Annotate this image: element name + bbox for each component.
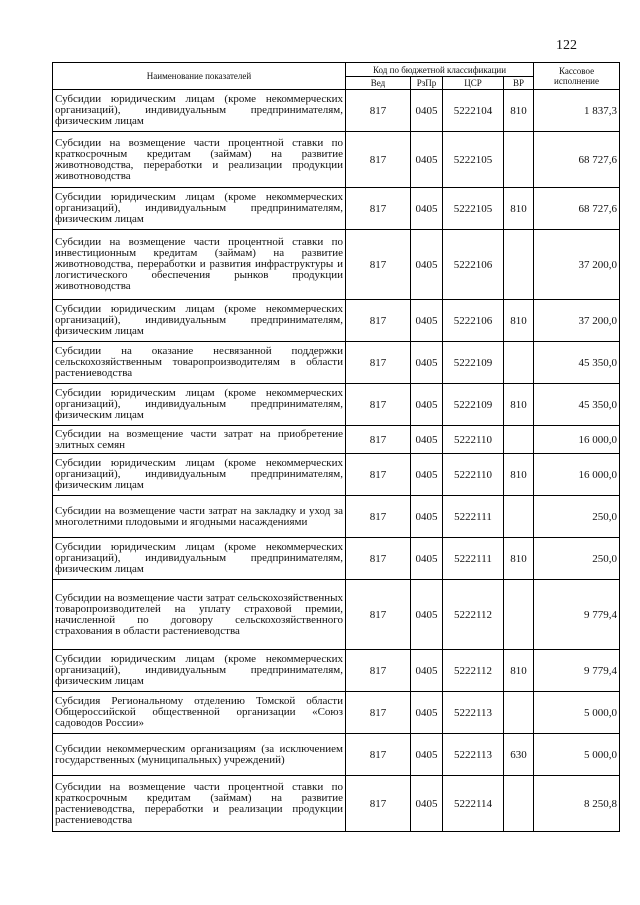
- row-name: Субсидии юридическим лицам (кроме некоммерческих организаций), индивидуальным предпринимателям, физическим лицам: [53, 300, 346, 342]
- row-vr: [504, 342, 534, 384]
- row-ved: 817: [346, 132, 411, 188]
- row-csr: 5222114: [443, 776, 504, 832]
- row-name: Субсидии юридическим лицам (кроме некоммерческих организаций), индивидуальным предпринимателям, физическим лицам: [53, 384, 346, 426]
- row-vr: [504, 692, 534, 734]
- row-csr: 5222105: [443, 132, 504, 188]
- row-csr: 5222112: [443, 580, 504, 650]
- row-rzpr: 0405: [411, 650, 443, 692]
- header-code-group: Код по бюджетной классификации: [346, 63, 534, 77]
- row-name: Субсидии на возмещение части затрат сельскохозяйственных товаропроизводителей на уплату страховой премии, начисленной по договору сельскохозяйственного страхования в области растениеводства: [53, 580, 346, 650]
- table-row: [53, 650, 620, 692]
- row-ved: 817: [346, 90, 411, 132]
- row-ved: 817: [346, 188, 411, 230]
- row-csr: 5222110: [443, 454, 504, 496]
- row-ved: 817: [346, 230, 411, 300]
- row-rzpr: 0405: [411, 776, 443, 832]
- table-row: [53, 734, 620, 776]
- row-vr: [504, 426, 534, 454]
- row-rzpr: 0405: [411, 426, 443, 454]
- row-name: Субсидии некоммерческим организациям (за исключением государственных (муниципальных) учреждений): [53, 734, 346, 776]
- row-vr: 810: [504, 90, 534, 132]
- row-amount: 9 779,4: [534, 650, 620, 692]
- row-ved: 817: [346, 342, 411, 384]
- row-amount: 250,0: [534, 538, 620, 580]
- row-csr: 5222109: [443, 384, 504, 426]
- row-csr: 5222113: [443, 692, 504, 734]
- row-vr: 810: [504, 188, 534, 230]
- row-name: Субсидии на возмещение части процентной ставки по инвестиционным кредитам (займам) на развитие животноводства, переработки и развития инфраструктуры и логистического обеспечения рынков продукции животноводства: [53, 230, 346, 300]
- row-ved: 817: [346, 650, 411, 692]
- row-amount: 8 250,8: [534, 776, 620, 832]
- row-amount: 45 350,0: [534, 384, 620, 426]
- table-row: [53, 454, 620, 496]
- row-vr: 810: [504, 300, 534, 342]
- row-vr: 810: [504, 538, 534, 580]
- row-vr: 810: [504, 454, 534, 496]
- row-name: Субсидии на возмещение части процентной ставки по краткосрочным кредитам (займам) на развитие животноводства, переработки и реализации продукции животноводства: [53, 132, 346, 188]
- row-name: Субсидии на возмещение части затрат на закладку и уход за многолетними плодовыми и ягодными насаждениями: [53, 496, 346, 538]
- table-row: [53, 580, 620, 650]
- row-amount: 16 000,0: [534, 454, 620, 496]
- row-csr: 5222112: [443, 650, 504, 692]
- row-ved: 817: [346, 454, 411, 496]
- row-name: Субсидии юридическим лицам (кроме некоммерческих организаций), индивидуальным предпринимателям, физическим лицам: [53, 538, 346, 580]
- row-name: Субсидии юридическим лицам (кроме некоммерческих организаций), индивидуальным предпринимателям, физическим лицам: [53, 90, 346, 132]
- header-rzpr: РзПр: [411, 77, 443, 90]
- row-rzpr: 0405: [411, 538, 443, 580]
- header-vr: ВР: [504, 77, 534, 90]
- header-ved: Вед: [346, 77, 411, 90]
- table-row: [53, 426, 620, 454]
- row-amount: 1 837,3: [534, 90, 620, 132]
- row-vr: 630: [504, 734, 534, 776]
- row-rzpr: 0405: [411, 496, 443, 538]
- row-ved: 817: [346, 426, 411, 454]
- row-ved: 817: [346, 776, 411, 832]
- row-amount: 45 350,0: [534, 342, 620, 384]
- row-rzpr: 0405: [411, 132, 443, 188]
- row-csr: 5222113: [443, 734, 504, 776]
- table-row: [53, 90, 620, 132]
- row-ved: 817: [346, 496, 411, 538]
- row-csr: 5222111: [443, 496, 504, 538]
- row-csr: 5222109: [443, 342, 504, 384]
- row-vr: 810: [504, 384, 534, 426]
- row-csr: 5222105: [443, 188, 504, 230]
- row-amount: 68 727,6: [534, 132, 620, 188]
- row-ved: 817: [346, 538, 411, 580]
- table-row: [53, 384, 620, 426]
- row-csr: 5222106: [443, 230, 504, 300]
- row-rzpr: 0405: [411, 90, 443, 132]
- table-row: [53, 230, 620, 300]
- table-row: [53, 776, 620, 832]
- row-amount: 68 727,6: [534, 188, 620, 230]
- row-ved: 817: [346, 300, 411, 342]
- row-vr: [504, 580, 534, 650]
- row-csr: 5222111: [443, 538, 504, 580]
- row-ved: 817: [346, 384, 411, 426]
- row-csr: 5222106: [443, 300, 504, 342]
- row-vr: [504, 230, 534, 300]
- row-amount: 250,0: [534, 496, 620, 538]
- row-name: Субсидии юридическим лицам (кроме некоммерческих организаций), индивидуальным предпринимателям, физическим лицам: [53, 650, 346, 692]
- table-row: [53, 300, 620, 342]
- row-name: Субсидии на возмещение части затрат на приобретение элитных семян: [53, 426, 346, 454]
- row-vr: [504, 132, 534, 188]
- row-name: Субсидия Региональному отделению Томской области Общероссийской общественной организации «Союз садоводов России»: [53, 692, 346, 734]
- row-name: Субсидии на оказание несвязанной поддержки сельскохозяйственным товаропроизводителям в области растениеводства: [53, 342, 346, 384]
- table-row: [53, 342, 620, 384]
- row-amount: 5 000,0: [534, 692, 620, 734]
- row-rzpr: 0405: [411, 454, 443, 496]
- table-row: [53, 132, 620, 188]
- header-csr: ЦСР: [443, 77, 504, 90]
- row-rzpr: 0405: [411, 692, 443, 734]
- row-name: Субсидии юридическим лицам (кроме некоммерческих организаций), индивидуальным предпринимателям, физическим лицам: [53, 188, 346, 230]
- table-row: [53, 538, 620, 580]
- row-vr: [504, 496, 534, 538]
- row-amount: 9 779,4: [534, 580, 620, 650]
- row-csr: 5222104: [443, 90, 504, 132]
- row-rzpr: 0405: [411, 188, 443, 230]
- row-ved: 817: [346, 734, 411, 776]
- row-csr: 5222110: [443, 426, 504, 454]
- row-rzpr: 0405: [411, 734, 443, 776]
- table-row: [53, 496, 620, 538]
- row-amount: 37 200,0: [534, 300, 620, 342]
- row-amount: 37 200,0: [534, 230, 620, 300]
- row-rzpr: 0405: [411, 230, 443, 300]
- row-rzpr: 0405: [411, 384, 443, 426]
- row-vr: [504, 776, 534, 832]
- row-amount: 16 000,0: [534, 426, 620, 454]
- row-ved: 817: [346, 580, 411, 650]
- row-rzpr: 0405: [411, 342, 443, 384]
- row-vr: 810: [504, 650, 534, 692]
- table-body: [53, 90, 620, 832]
- row-amount: 5 000,0: [534, 734, 620, 776]
- header-cash-execution: Кассовое исполнение: [534, 63, 620, 90]
- table-row: [53, 188, 620, 230]
- row-rzpr: 0405: [411, 580, 443, 650]
- row-ved: 817: [346, 692, 411, 734]
- row-rzpr: 0405: [411, 300, 443, 342]
- budget-table: [52, 62, 620, 832]
- row-name: Субсидии на возмещение части процентной ставки по краткосрочным кредитам (займам) на развитие растениеводства, переработки и реализации продукции растениеводства: [53, 776, 346, 832]
- table-row: [53, 692, 620, 734]
- row-name: Субсидии юридическим лицам (кроме некоммерческих организаций), индивидуальным предпринимателям, физическим лицам: [53, 454, 346, 496]
- page-number: 122: [556, 38, 577, 53]
- header-name: Наименование показателей: [53, 63, 346, 90]
